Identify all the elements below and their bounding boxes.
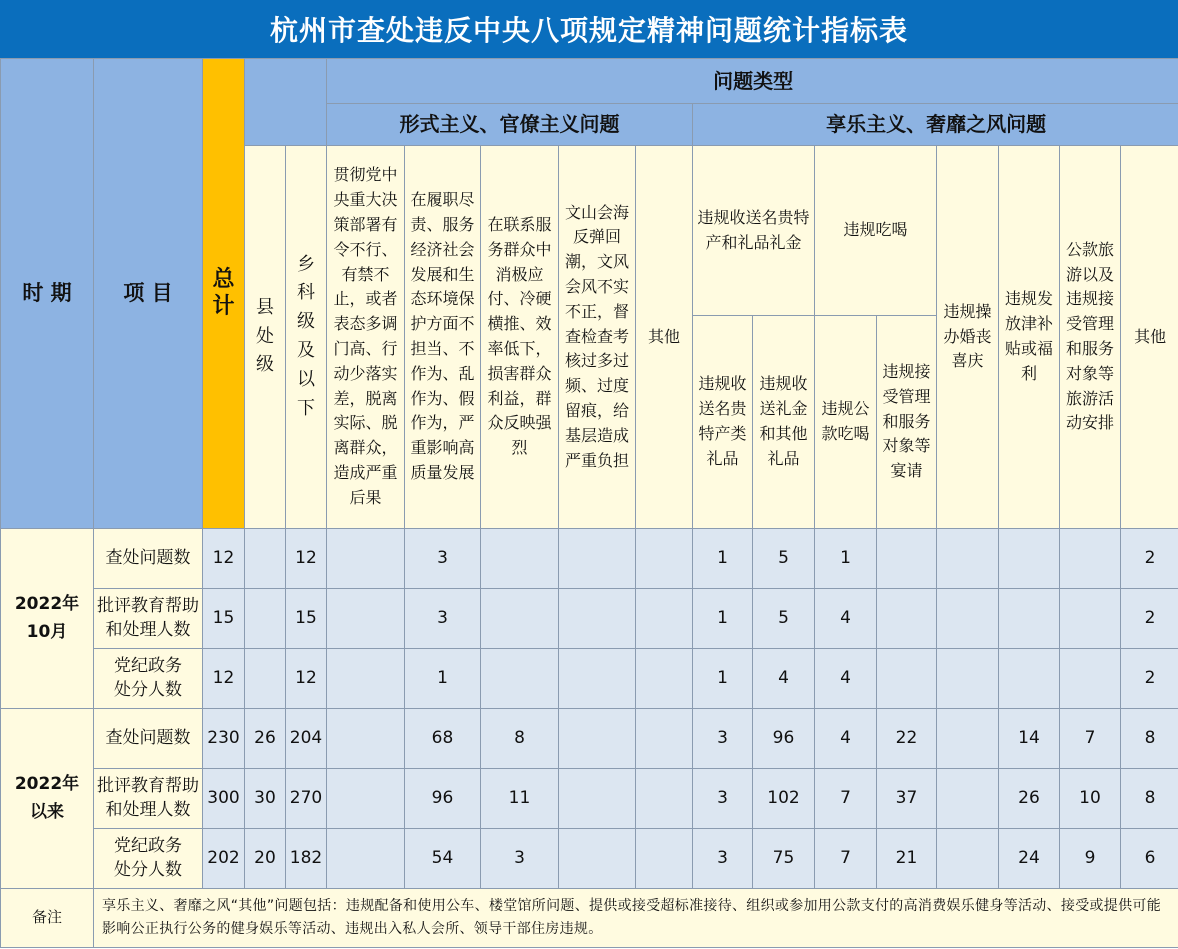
period-cell: 2022年 10月 (1, 529, 94, 709)
value-cell: 270 (286, 769, 327, 829)
value-cell (636, 829, 693, 889)
value-cell: 5 (753, 529, 815, 589)
value-cell: 9 (1060, 829, 1121, 889)
header-problem-type: 问题类型 (327, 59, 1178, 104)
value-cell: 3 (693, 829, 753, 889)
total-cell: 202 (203, 829, 245, 889)
value-cell: 12 (286, 529, 327, 589)
value-cell (559, 709, 636, 769)
value-cell: 5 (753, 589, 815, 649)
value-cell (559, 769, 636, 829)
value-cell (937, 529, 999, 589)
value-cell (1060, 529, 1121, 589)
value-cell (245, 529, 286, 589)
table-row (1, 829, 1178, 889)
note-row (1, 889, 1178, 948)
item-cell: 查处问题数 (94, 709, 203, 769)
value-cell (1060, 649, 1121, 709)
total-cell: 15 (203, 589, 245, 649)
value-cell (937, 649, 999, 709)
value-cell: 1 (693, 649, 753, 709)
value-cell: 3 (481, 829, 559, 889)
table-row (1, 709, 1178, 769)
value-cell: 1 (693, 529, 753, 589)
value-cell: 75 (753, 829, 815, 889)
header-eat-b: 违规接受管理和服务对象等宴请 (877, 316, 937, 529)
value-cell (327, 529, 405, 589)
value-cell: 15 (286, 589, 327, 649)
value-cell (1060, 589, 1121, 649)
header-gift-a: 违规收送名贵特产类礼品 (693, 316, 753, 529)
header-travel: 公款旅游以及违规接受管理和服务对象等旅游活动安排 (1060, 146, 1121, 529)
item-cell: 党纪政务 处分人数 (94, 649, 203, 709)
value-cell: 6 (1121, 829, 1178, 889)
value-cell: 68 (405, 709, 481, 769)
item-cell: 查处问题数 (94, 529, 203, 589)
value-cell (999, 589, 1060, 649)
total-cell: 12 (203, 649, 245, 709)
value-cell: 14 (999, 709, 1060, 769)
value-cell (559, 829, 636, 889)
header-township-level: 乡 科 级 及 以 下 (286, 146, 327, 529)
value-cell: 4 (815, 649, 877, 709)
value-cell (877, 649, 937, 709)
value-cell (327, 769, 405, 829)
value-cell (559, 529, 636, 589)
value-cell: 1 (405, 649, 481, 709)
value-cell (937, 769, 999, 829)
value-cell (636, 709, 693, 769)
header-formalism-2: 在履职尽责、服务经济社会发展和生态环境保护方面不担当、不作为、乱作为、假作为，严重影响高质量发展 (405, 146, 481, 529)
value-cell: 8 (1121, 709, 1178, 769)
value-cell: 12 (286, 649, 327, 709)
header-item: 项 目 (94, 59, 203, 529)
value-cell (327, 829, 405, 889)
value-cell: 3 (693, 709, 753, 769)
header-gift: 违规收送名贵特产和礼品礼金 (693, 146, 815, 316)
value-cell: 96 (405, 769, 481, 829)
header-wedding: 违规操办婚丧喜庆 (937, 146, 999, 529)
value-cell (245, 589, 286, 649)
value-cell: 204 (286, 709, 327, 769)
table-row (1, 649, 1178, 709)
value-cell: 4 (815, 709, 877, 769)
value-cell (636, 769, 693, 829)
header-formalism-3: 在联系服务群众中消极应付、冷硬横推、效率低下，损害群众利益，群众反映强烈 (481, 146, 559, 529)
value-cell: 21 (877, 829, 937, 889)
value-cell (636, 589, 693, 649)
value-cell (327, 649, 405, 709)
value-cell: 4 (815, 589, 877, 649)
value-cell: 26 (999, 769, 1060, 829)
header-county-level: 县 处 级 (245, 146, 286, 529)
value-cell: 182 (286, 829, 327, 889)
value-cell: 30 (245, 769, 286, 829)
value-cell: 37 (877, 769, 937, 829)
value-cell (877, 589, 937, 649)
header-formalism-1: 贯彻党中央重大决策部署有令不行、有禁不止，或者表态多调门高、行动少落实差，脱离实际、脱离群众，造成严重后果 (327, 146, 405, 529)
value-cell (999, 649, 1060, 709)
total-cell: 230 (203, 709, 245, 769)
table-row (1, 769, 1178, 829)
note-text: 享乐主义、奢靡之风“其他”问题包括：违规配备和使用公车、楼堂馆所问题、提供或接受超标准接待、组织或参加用公款支付的高消费娱乐健身等活动、接受或提供可能影响公正执行公务的健身娱乐等活动、违规出入私人会所、领导干部住房违规。 (94, 889, 1178, 948)
value-cell: 22 (877, 709, 937, 769)
header-eat: 违规吃喝 (815, 146, 937, 316)
value-cell: 10 (1060, 769, 1121, 829)
value-cell: 96 (753, 709, 815, 769)
total-cell: 300 (203, 769, 245, 829)
header-formalism-4: 文山会海反弹回潮，文风会风不实不正，督查检查考核过多过频、过度留痕，给基层造成严重负担 (559, 146, 636, 529)
value-cell: 24 (999, 829, 1060, 889)
header-level-blank (245, 59, 327, 146)
value-cell (481, 589, 559, 649)
value-cell (877, 529, 937, 589)
value-cell (999, 529, 1060, 589)
note-label: 备注 (1, 889, 94, 948)
item-cell: 党纪政务 处分人数 (94, 829, 203, 889)
value-cell (636, 649, 693, 709)
stats-table (0, 58, 1178, 948)
item-cell: 批评教育帮助 和处理人数 (94, 589, 203, 649)
header-eat-a: 违规公款吃喝 (815, 316, 877, 529)
value-cell: 1 (693, 589, 753, 649)
total-cell: 12 (203, 529, 245, 589)
value-cell: 4 (753, 649, 815, 709)
value-cell (937, 589, 999, 649)
value-cell: 7 (815, 829, 877, 889)
value-cell: 7 (1060, 709, 1121, 769)
value-cell (481, 529, 559, 589)
value-cell: 54 (405, 829, 481, 889)
page-title: 杭州市查处违反中央八项规定精神问题统计指标表 (0, 0, 1178, 58)
period-cell: 2022年 以来 (1, 709, 94, 889)
value-cell: 7 (815, 769, 877, 829)
header-gift-b: 违规收送礼金和其他礼品 (753, 316, 815, 529)
table-row (1, 529, 1178, 589)
value-cell: 26 (245, 709, 286, 769)
value-cell: 1 (815, 529, 877, 589)
value-cell (937, 829, 999, 889)
table-row (1, 589, 1178, 649)
value-cell: 3 (405, 529, 481, 589)
value-cell: 2 (1121, 529, 1178, 589)
header-formalism-other: 其他 (636, 146, 693, 529)
value-cell (636, 529, 693, 589)
item-cell: 批评教育帮助 和处理人数 (94, 769, 203, 829)
value-cell (559, 589, 636, 649)
value-cell (481, 649, 559, 709)
value-cell: 8 (481, 709, 559, 769)
value-cell (937, 709, 999, 769)
value-cell: 3 (693, 769, 753, 829)
value-cell: 11 (481, 769, 559, 829)
value-cell (559, 649, 636, 709)
value-cell: 2 (1121, 649, 1178, 709)
value-cell (245, 649, 286, 709)
header-hedonism: 享乐主义、奢靡之风问题 (693, 104, 1178, 146)
header-allowance: 违规发放津补贴或福利 (999, 146, 1060, 529)
value-cell (327, 709, 405, 769)
value-cell: 8 (1121, 769, 1178, 829)
value-cell: 3 (405, 589, 481, 649)
header-formalism: 形式主义、官僚主义问题 (327, 104, 693, 146)
value-cell (327, 589, 405, 649)
value-cell: 20 (245, 829, 286, 889)
header-total: 总 计 (203, 59, 245, 529)
header-hedonism-other: 其他 (1121, 146, 1178, 529)
value-cell: 102 (753, 769, 815, 829)
value-cell: 2 (1121, 589, 1178, 649)
header-period: 时 期 (1, 59, 94, 529)
